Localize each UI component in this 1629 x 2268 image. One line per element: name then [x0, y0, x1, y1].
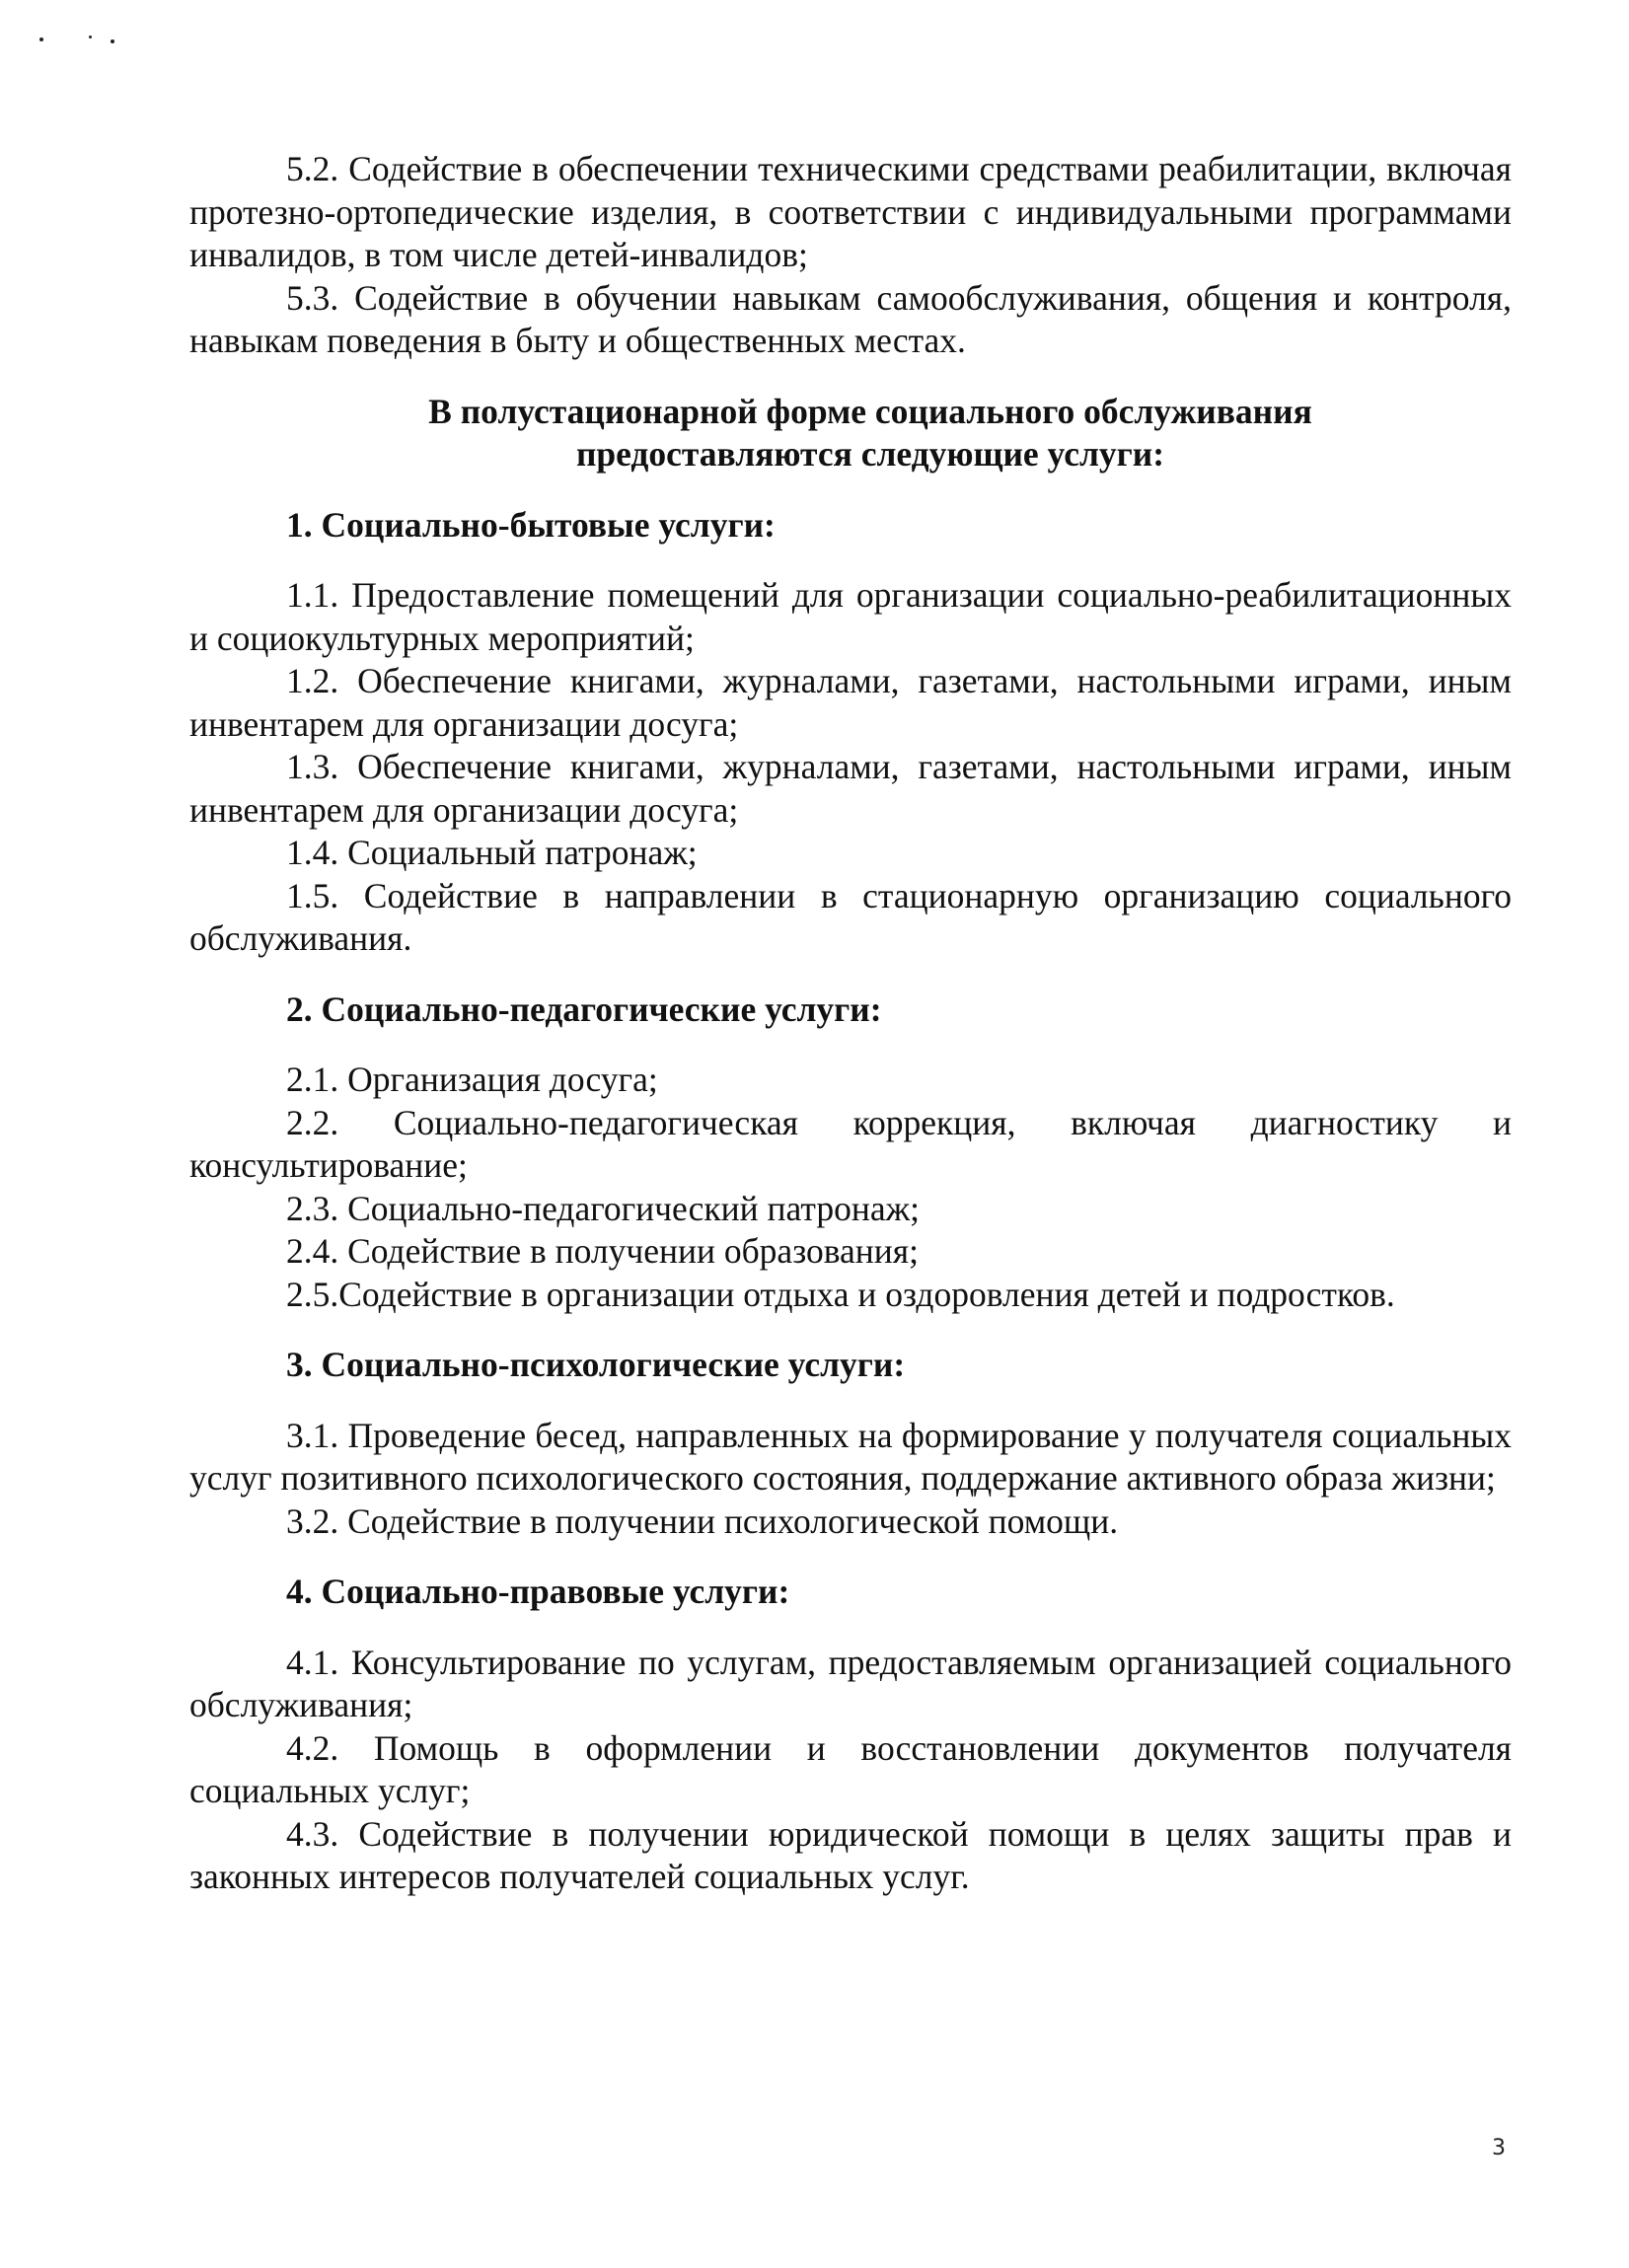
list-item: 1.5. Содействие в направлении в стационарную организацию социального обслуживания. [189, 875, 1512, 958]
paragraph: 5.3. Содействие в обучении навыкам самообслуживания, общения и контроля, навыкам поведения в быту и общественных местах. [189, 277, 1512, 360]
list-item: 1.1. Предоставление помещений для организации социально-реабилитационных и социокультурных мероприятий; [189, 575, 1512, 658]
list-item: 1.2. Обеспечение книгами, журналами, газетами, настольными играми, иным инвентарем для организации досуга; [189, 661, 1512, 744]
scan-speck [111, 39, 114, 43]
list-item: 2.4. Содействие в получении образования; [286, 1231, 919, 1271]
scan-speck [89, 36, 92, 38]
list-item: 3.2. Содействие в получении психологической помощи. [286, 1500, 1119, 1541]
list-item: 1.4. Социальный патронаж; [286, 833, 698, 872]
section-heading-line: предоставляются следующие услуги: [575, 434, 1165, 474]
section-heading-line: В полустационарной форме социального обслуживания [428, 391, 1312, 431]
scan-speck [39, 37, 43, 41]
paragraph: 5.2. Содействие в обеспечении техническими средствами реабилитации, включая протезно-ортопедические изделия, в соответствии с индивидуальными программами инвалидов, в том числе детей-инвалидов; [189, 149, 1512, 274]
list-item: 3.1. Проведение бесед, направленных на формирование у получателя социальных услуг позитивного психологического состояния, поддержание активного образа жизни; [189, 1415, 1512, 1498]
list-item: 4.3. Содействие в получении юридической помощи в целях защиты прав и законных интересов получателей социальных услуг. [189, 1813, 1512, 1896]
list-item: 2.3. Социально-педагогический патронаж; [286, 1188, 920, 1228]
page-number: 3 [1492, 2136, 1506, 2160]
subsection-title: 3. Социально-психологические услуги: [286, 1345, 906, 1384]
list-item: 2.5.Содействие в организации отдыха и оздоровления детей и подростков. [286, 1274, 1395, 1314]
list-item: 2.1. Организация досуга; [286, 1060, 658, 1099]
list-item: 1.3. Обеспечение книгами, журналами, газетами, настольными играми, иным инвентарем для организации досуга; [189, 747, 1512, 830]
scan-specks [39, 30, 168, 49]
document-body [189, 148, 1512, 1899]
list-item: 2.2. Социально-педагогическая коррекция, включая диагностику и консультирование; [189, 1102, 1512, 1185]
list-item: 4.2. Помощь в оформлении и восстановлении документов получателя социальных услуг; [189, 1727, 1512, 1810]
subsection-title: 4. Социально-правовые услуги: [286, 1572, 790, 1611]
list-item: 4.1. Консультирование по услугам, предоставляемым организацией социального обслуживания; [189, 1642, 1512, 1724]
subsection-title: 2. Социально-педагогические услуги: [286, 988, 882, 1029]
subsection-title: 1. Социально-бытовые услуги: [286, 504, 776, 545]
